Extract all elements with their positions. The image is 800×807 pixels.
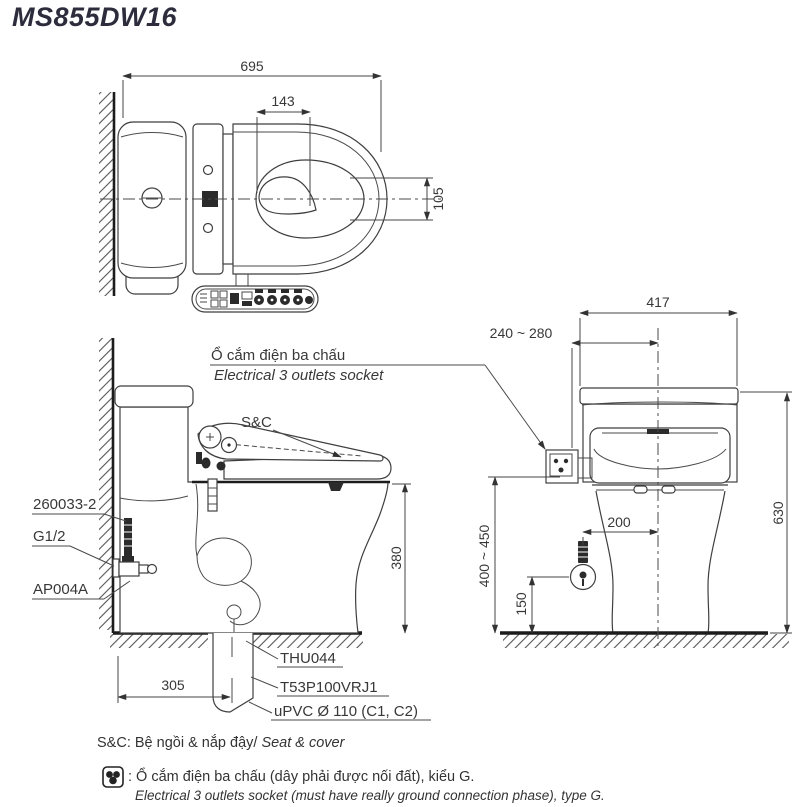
model-number-title: MS855DW16 <box>12 2 178 32</box>
part-stop-valve-label: AP004A <box>33 581 89 598</box>
dim-143-value: 143 <box>271 93 295 109</box>
dim-630-value: 630 <box>770 501 786 525</box>
dim-380-value: 380 <box>388 546 404 570</box>
part-drain-model-label: T53P100VRJ1 <box>280 679 378 696</box>
dim-305-value: 305 <box>161 677 185 693</box>
dim-417-value: 417 <box>646 294 670 310</box>
dim-400-450-value: 400 ~ 450 <box>476 524 492 588</box>
floor-hatch <box>110 634 208 648</box>
side-view <box>32 338 545 720</box>
legend-seat-cover-vi: S&C: Bệ ngồi & nắp đậy/ <box>97 735 258 751</box>
water-inlet <box>208 479 217 511</box>
socket-callout-vi: Ổ cắm điện ba chấu <box>211 347 346 364</box>
supply-hose <box>124 518 132 558</box>
dim-200-value: 200 <box>607 514 631 530</box>
dim-150-value: 150 <box>513 592 529 616</box>
floor-hatch <box>503 634 789 648</box>
part-supply-hose-label: 260033-2 <box>33 496 97 513</box>
valve-knob <box>148 565 157 574</box>
part-labels-left <box>32 496 130 599</box>
front-view <box>476 294 792 648</box>
legend-socket-note-vi: : Ổ cắm điện ba chấu (dây phải được nối đất), kiểu G. <box>128 769 475 785</box>
legend-socket-note-en: Electrical 3 outlets socket (must have really ground connection phase), type G. <box>135 788 605 803</box>
legend-seat-cover-en: Seat & cover <box>261 735 345 751</box>
seat-cover-front <box>590 428 730 483</box>
tank-lid <box>115 386 193 407</box>
dim-695-value: 695 <box>240 58 264 74</box>
part-thread-size-label: G1/2 <box>33 528 66 545</box>
power-socket-icon <box>101 765 125 789</box>
dim-200 <box>583 514 658 545</box>
dim-105-value: 105 <box>430 187 446 211</box>
dim-150 <box>513 577 569 633</box>
pedestal-left <box>596 491 613 633</box>
part-flange-label: THU044 <box>280 650 336 667</box>
part-drain-pipe-label: uPVC Ø 110 (C1, C2) <box>274 703 418 720</box>
pedestal-right <box>708 491 725 633</box>
water-supply-valve <box>571 541 596 590</box>
top-view <box>99 58 446 312</box>
remote-control <box>192 286 318 312</box>
seat-cover-label: S&C <box>241 414 272 431</box>
wall-hatch <box>99 92 114 296</box>
socket-callout-en: Electrical 3 outlets socket <box>214 367 384 384</box>
legend-seat-cover <box>97 735 344 751</box>
floor-hatch <box>253 634 363 648</box>
dim-630 <box>740 392 792 633</box>
drain-pipe <box>213 633 253 712</box>
dim-380 <box>388 484 411 633</box>
dim-240-280-value: 240 ~ 280 <box>489 325 553 341</box>
part-labels-bottom <box>246 641 431 720</box>
wall-hatch <box>99 338 113 630</box>
valve-body <box>119 562 139 576</box>
